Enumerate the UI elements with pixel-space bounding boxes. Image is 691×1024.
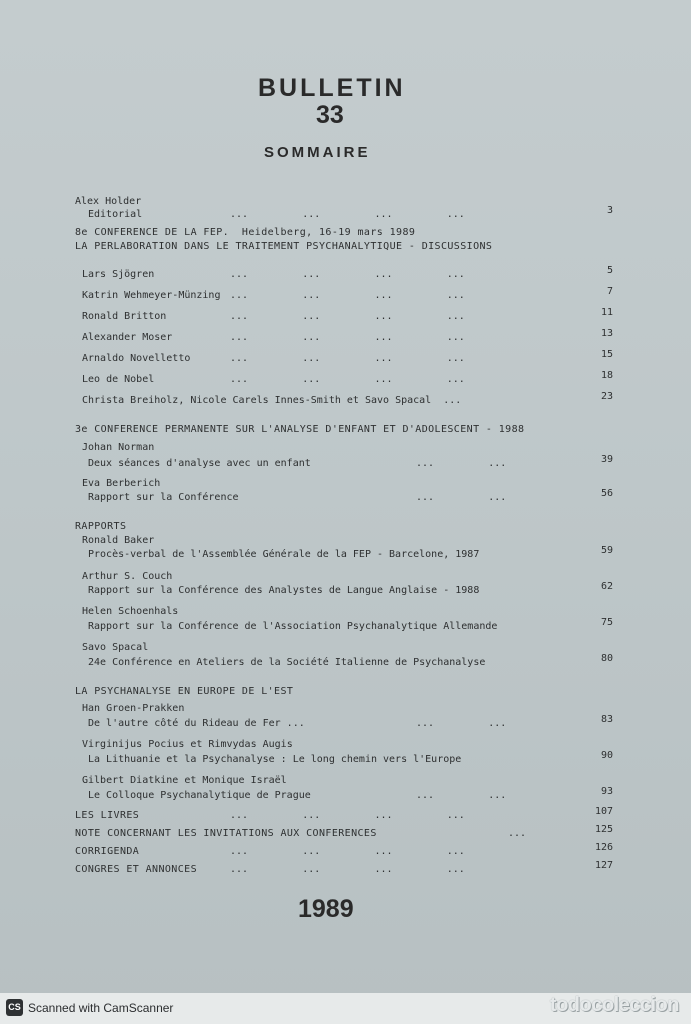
- toc-entry-text: Helen Schoenhals: [82, 606, 179, 617]
- camscanner-label: Scanned with CamScanner: [28, 1001, 174, 1015]
- toc-page-number: 75: [600, 617, 613, 628]
- toc-leader-dots: ... ...: [416, 718, 507, 729]
- toc-entry-text: Alexander Moser: [82, 332, 173, 343]
- toc-entry-text: De l'autre côté du Rideau de Fer ...: [88, 718, 305, 729]
- toc-leader-dots: ... ... ... ...: [230, 846, 465, 857]
- toc-entry-text: Arthur S. Couch: [82, 571, 173, 582]
- toc-leader-dots: ... ... ... ...: [230, 290, 465, 301]
- toc-entry-text: La Lithuanie et la Psychanalyse : Le long chemin vers l'Europe: [88, 754, 462, 765]
- toc-entry-text: Virginijus Pocius et Rimvydas Augis: [82, 739, 293, 750]
- toc-page-number: 127: [594, 860, 613, 871]
- toc-entry-text: Gilbert Diatkine et Monique Israël: [82, 775, 287, 786]
- toc-leader-dots: ... ... ... ...: [230, 311, 465, 322]
- toc-entry-text: Le Colloque Psychanalytique de Prague: [88, 790, 311, 801]
- bulletin-number: 33: [316, 101, 344, 129]
- toc-page-number: 39: [600, 454, 613, 465]
- toc-page-number: 93: [600, 786, 613, 797]
- toc-leader-dots: ... ... ... ...: [230, 269, 465, 280]
- toc-page-number: 107: [594, 806, 613, 817]
- toc-entry-text: Editorial: [88, 209, 143, 220]
- toc-entry-text: Rapport sur la Conférence de l'Association Psychanalytique Allemande: [88, 621, 498, 632]
- toc-leader-dots: ... ... ... ...: [230, 209, 465, 220]
- toc-entry-text: Eva Berberich: [82, 478, 161, 489]
- toc-leader-dots: ... ...: [416, 790, 507, 801]
- toc-entry-text: Leo de Nobel: [82, 374, 155, 385]
- todocoleccion-watermark: todocoleccion: [549, 994, 679, 1016]
- toc-page-number: 5: [606, 265, 613, 276]
- toc-entry-text: Ronald Baker: [82, 535, 155, 546]
- toc-page-number: 59: [600, 545, 613, 556]
- toc-entry-text: NOTE CONCERNANT LES INVITATIONS AUX CONFERENCES: [75, 828, 377, 839]
- toc-page-number: 83: [600, 714, 613, 725]
- toc-leader-dots: ... ... ... ...: [230, 374, 465, 385]
- toc-page-number: 23: [600, 391, 613, 402]
- toc-entry-text: Rapport sur la Conférence des Analystes de Langue Anglaise - 1988: [88, 585, 480, 596]
- toc-leader-dots: ... ...: [416, 492, 507, 503]
- toc-entry-text: Katrin Wehmeyer-Münzing: [82, 290, 221, 301]
- toc-page-number: 18: [600, 370, 613, 381]
- toc-entry-text: Han Groen-Prakken: [82, 703, 185, 714]
- sommaire-heading: SOMMAIRE: [264, 144, 371, 161]
- toc-page-number: 3: [606, 205, 613, 216]
- toc-entry-text: LES LIVRES: [75, 810, 140, 821]
- toc-page-number: 11: [600, 307, 613, 318]
- toc-page-number: 90: [600, 750, 613, 761]
- toc-entry-text: CONGRES ET ANNONCES: [75, 864, 197, 875]
- toc-leader-dots: ... ... ... ...: [230, 353, 465, 364]
- toc-entry-text: Procès-verbal de l'Assemblée Générale de la FEP - Barcelone, 1987: [88, 549, 480, 560]
- toc-entry-text: RAPPORTS: [75, 521, 127, 532]
- toc-entry-text: Arnaldo Novelletto: [82, 353, 191, 364]
- toc-page-number: 15: [600, 349, 613, 360]
- toc-entry-text: 3e CONFERENCE PERMANENTE SUR L'ANALYSE D'ENFANT ET D'ADOLESCENT - 1988: [75, 424, 525, 435]
- toc-leader-dots: ... ... ... ...: [230, 864, 465, 875]
- toc-entry-text: Savo Spacal: [82, 642, 149, 653]
- toc-entry-text: 8e CONFERENCE DE LA FEP. Heidelberg, 16-19 mars 1989: [75, 227, 416, 238]
- toc-entry-text: Alex Holder: [75, 196, 142, 207]
- bulletin-title: BULLETIN: [258, 74, 406, 102]
- toc-entry-text: LA PSYCHANALYSE EN EUROPE DE L'EST: [75, 686, 294, 697]
- toc-leader-dots: ...: [508, 828, 527, 839]
- toc-entry-text: CORRIGENDA: [75, 846, 140, 857]
- toc-leader-dots: ... ... ... ...: [230, 810, 465, 821]
- toc-page-number: 62: [600, 581, 613, 592]
- toc-leader-dots: ... ... ... ...: [230, 332, 465, 343]
- toc-entry-text: 24e Conférence en Ateliers de la Société Italienne de Psychanalyse: [88, 657, 486, 668]
- toc-entry-text: Rapport sur la Conférence: [88, 492, 239, 503]
- toc-page-number: 126: [594, 842, 613, 853]
- toc-page-number: 7: [606, 286, 613, 297]
- publication-year: 1989: [298, 895, 354, 923]
- toc-entry-text: Deux séances d'analyse avec un enfant: [88, 458, 311, 469]
- toc-entry-text: LA PERLABORATION DANS LE TRAITEMENT PSYCHANALYTIQUE - DISCUSSIONS: [75, 241, 493, 252]
- toc-entry-text: Johan Norman: [82, 442, 155, 453]
- toc-page-number: 125: [594, 824, 613, 835]
- toc-entry-text: Christa Breiholz, Nicole Carels Innes-Smith et Savo Spacal ...: [82, 395, 462, 406]
- toc-entry-text: Lars Sjögren: [82, 269, 155, 280]
- camscanner-logo-icon: CS: [6, 999, 23, 1016]
- toc-leader-dots: ... ...: [416, 458, 507, 469]
- toc-page-number: 80: [600, 653, 613, 664]
- toc-entry-text: Ronald Britton: [82, 311, 167, 322]
- toc-page-number: 13: [600, 328, 613, 339]
- toc-page-number: 56: [600, 488, 613, 499]
